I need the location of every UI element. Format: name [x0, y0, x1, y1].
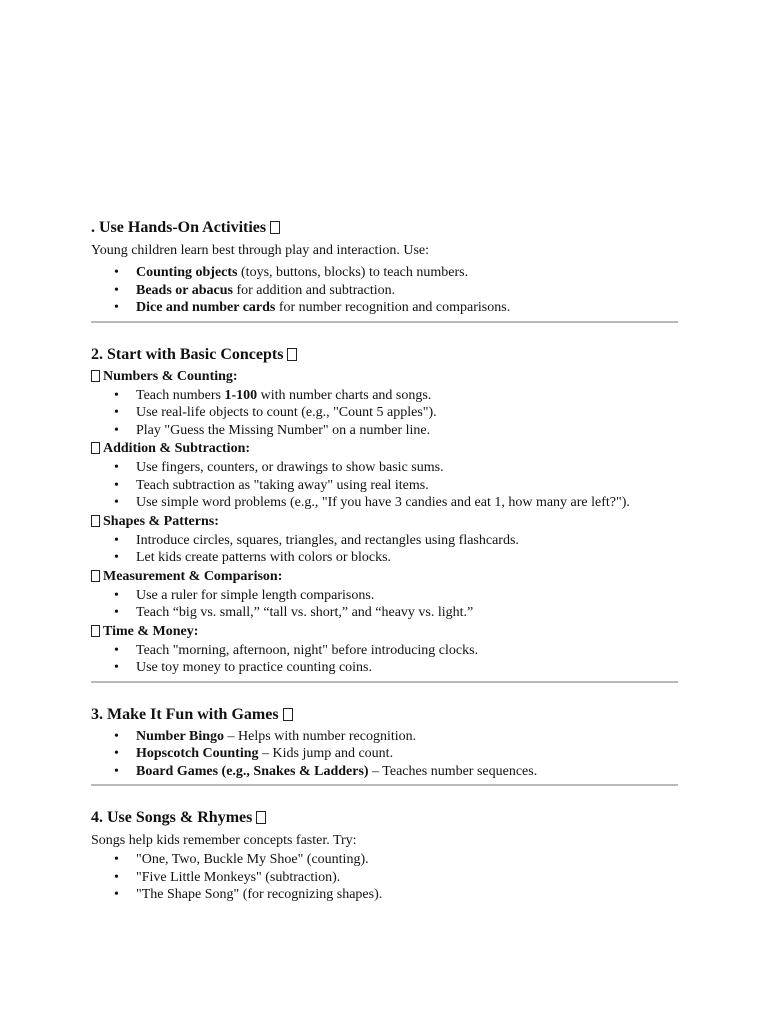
- list-item: • "The Shape Song" (for recognizing shapes).: [136, 886, 678, 904]
- subsection-heading: Time & Money:: [91, 622, 678, 642]
- section-heading: . Use Hands-On Activities: [91, 216, 678, 240]
- list-item: • Use simple word problems (e.g., "If you have 3 candies and eat 1, how many are left?").: [136, 494, 678, 512]
- list-item: • Teach "morning, afternoon, night" before introducing clocks.: [136, 642, 678, 660]
- missing-glyph-icon: [91, 570, 100, 582]
- missing-glyph-icon: [91, 625, 100, 637]
- bullet-list: [91, 642, 678, 677]
- missing-glyph-icon: [270, 221, 280, 234]
- subsection-heading: Shapes & Patterns:: [91, 512, 678, 532]
- list-item: • Teach “big vs. small,” “tall vs. short,” and “heavy vs. light.”: [136, 604, 678, 622]
- list-item: • Teach subtraction as "taking away" using real items.: [136, 477, 678, 495]
- bullet-list: [91, 851, 678, 904]
- list-item: • Number Bingo – Helps with number recognition.: [136, 728, 678, 746]
- subsection-heading: Numbers & Counting:: [91, 367, 678, 387]
- list-item: • Board Games (e.g., Snakes & Ladders) – Teaches number sequences.: [136, 763, 678, 781]
- list-item: • Counting objects (toys, buttons, blocks) to teach numbers.: [136, 264, 678, 282]
- bullet-list: [91, 532, 678, 567]
- section-games: [91, 703, 678, 787]
- subsection-heading: Measurement & Comparison:: [91, 567, 678, 587]
- list-item: • Use real-life objects to count (e.g., "Count 5 apples").: [136, 404, 678, 422]
- section-intro: Young children learn best through play and interaction. Use:: [91, 243, 430, 258]
- bullet-list: [91, 264, 678, 317]
- subsection-heading: Addition & Subtraction:: [91, 439, 678, 459]
- section-heading: 2. Start with Basic Concepts: [91, 343, 678, 367]
- divider: [91, 321, 678, 323]
- list-item: • Introduce circles, squares, triangles, and rectangles using flashcards.: [136, 532, 678, 550]
- bullet-list: [91, 387, 678, 440]
- list-item: • Beads or abacus for addition and subtraction.: [136, 282, 678, 300]
- bullet-list: [91, 459, 678, 512]
- section-intro: Songs help kids remember concepts faster. Try:: [91, 833, 357, 848]
- list-item: • "Five Little Monkeys" (subtraction).: [136, 869, 678, 887]
- list-item: • Teach numbers 1-100 with number charts and songs.: [136, 387, 678, 405]
- list-item: • Dice and number cards for number recognition and comparisons.: [136, 299, 678, 317]
- missing-glyph-icon: [91, 515, 100, 527]
- section-heading: 4. Use Songs & Rhymes: [91, 806, 678, 830]
- bullet-list: [91, 587, 678, 622]
- missing-glyph-icon: [283, 708, 293, 721]
- missing-glyph-icon: [91, 442, 100, 454]
- list-item: • Use a ruler for simple length comparisons.: [136, 587, 678, 605]
- list-item: • Use fingers, counters, or drawings to show basic sums.: [136, 459, 678, 477]
- missing-glyph-icon: [287, 348, 297, 361]
- section-heading: 3. Make It Fun with Games: [91, 703, 678, 727]
- divider: [91, 784, 678, 786]
- divider: [91, 681, 678, 683]
- list-item: • Play "Guess the Missing Number" on a number line.: [136, 422, 678, 440]
- section-songs: [91, 806, 678, 904]
- missing-glyph-icon: [91, 370, 100, 382]
- missing-glyph-icon: [256, 811, 266, 824]
- bullet-list: [91, 728, 678, 781]
- section-basic-concepts: [91, 343, 678, 683]
- list-item: • Hopscotch Counting – Kids jump and count.: [136, 745, 678, 763]
- list-item: • "One, Two, Buckle My Shoe" (counting).: [136, 851, 678, 869]
- list-item: • Let kids create patterns with colors or blocks.: [136, 549, 678, 567]
- section-hands-on: [91, 216, 678, 323]
- document-body: [91, 214, 678, 904]
- list-item: • Use toy money to practice counting coins.: [136, 659, 678, 677]
